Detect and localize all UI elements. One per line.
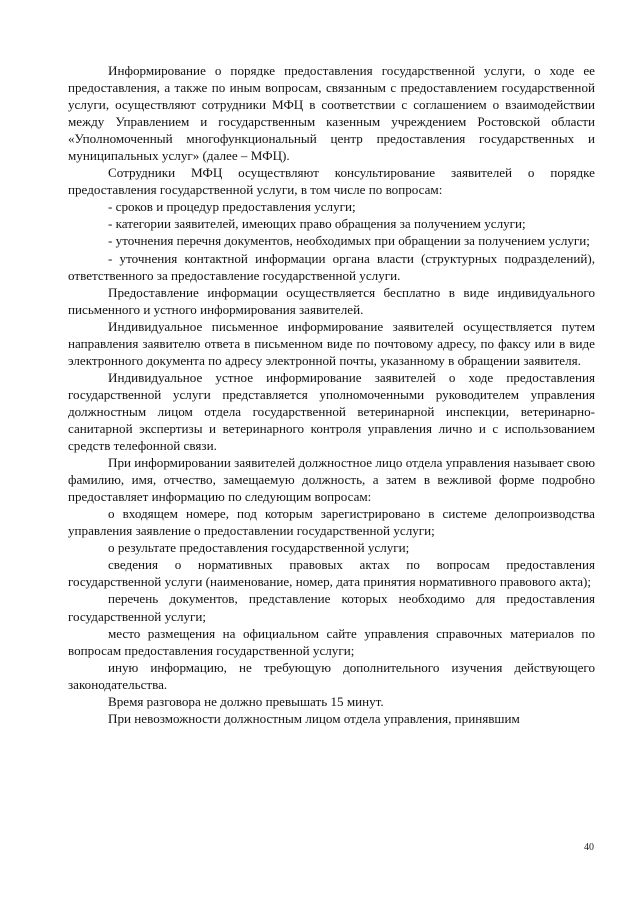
list-item-result: о результате предоставления государственной услуги;	[108, 540, 410, 556]
paragraph-oral-informing: Индивидуальное устное информирование заявителей о ходе предоставления государственной услуги представляется уполномоченными руководителем управления должностным лицом отдела государственной ветеринарной инспекции, ветеринарно-санитарной экспертизы и ветеринарного контроля управления лично и с использованием средств телефонной связи.	[68, 369, 595, 454]
paragraph-mfc-informing: Информирование о порядке предоставления государственной услуги, о ходе ее предоставления, а также по иным вопросам, связанным с предоставлением государственной услуги, осуществляют сотрудники МФЦ в соответствии с соглашением о взаимодействии между Управлением и государственным казенным учреждением Ростовской области «Уполномоченный многофункциональный центр предоставления государственных и муниципальных услуг» (далее – МФЦ).	[68, 63, 595, 164]
page-number: 40	[584, 842, 594, 853]
list-item-deadlines: - сроков и процедур предоставления услуги;	[108, 199, 356, 215]
paragraph-free-information: Предоставление информации осуществляется бесплатно в виде индивидуального письменного и устного информирования заявителей.	[68, 284, 595, 317]
list-item-legal-acts: сведения о нормативных правовых актах по вопросам предоставления государственной услуги (наименование, номер, дата принятия нормативного правового акта);	[68, 557, 595, 590]
list-item-incoming-number: о входящем номере, под которым зарегистрировано в системе делопроизводства управления заявление о предоставлении государственной услуги;	[68, 506, 595, 539]
list-item-applicant-categories: - категории заявителей, имеющих право обращения за получением услуги;	[108, 216, 526, 232]
document-body	[68, 62, 595, 727]
paragraph-continuation: При невозможности должностным лицом отдела управления, принявшим	[108, 710, 520, 726]
list-item-documents: - уточнения перечня документов, необходимых при обращении за получением услуги;	[108, 233, 590, 249]
paragraph-written-informing: Индивидуальное письменное информирование заявителей осуществляется путем направления заявителю ответа в письменном виде по почтовому адресу, по факсу или в виде электронного документа по адресу электронной почты, указанному в обращении заявителя.	[68, 318, 595, 368]
paragraph-official-introduction: При информировании заявителей должностное лицо отдела управления называет свою фамилию, имя, отчество, замещаемую должность, а затем в вежливой форме подробно предоставляет информацию по следующим вопросам:	[68, 455, 595, 505]
list-item-website-materials: место размещения на официальном сайте управления справочных материалов по вопросам предоставления государственной услуги;	[68, 625, 595, 658]
paragraph-call-duration: Время разговора не должно превышать 15 минут.	[108, 693, 384, 709]
list-item-document-list: перечень документов, представление которых необходимо для предоставления государственной услуги;	[68, 591, 595, 624]
list-item-other-information: иную информацию, не требующую дополнительного изучения действующего законодательства.	[68, 659, 595, 692]
paragraph-consulting: Сотрудники МФЦ осуществляют консультирование заявителей о порядке предоставления государственной услуги, в том числе по вопросам:	[68, 165, 595, 198]
list-item-contacts: - уточнения контактной информации органа власти (структурных подразделений), ответственного за предоставление государственной услуги.	[68, 250, 595, 283]
